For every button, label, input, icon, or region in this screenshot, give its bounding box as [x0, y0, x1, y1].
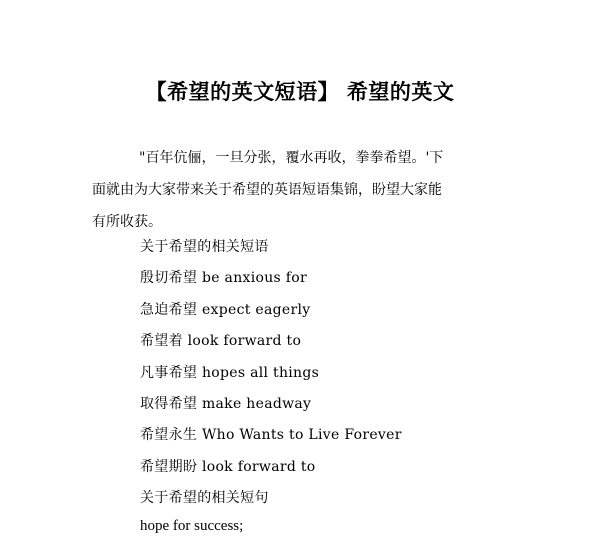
- intro-line: 有所收获。: [92, 214, 162, 230]
- sentence-item: hope for success;: [140, 518, 244, 534]
- phrase-item: 取得希望 make headway: [140, 395, 312, 412]
- section-heading: 关于希望的相关短语: [140, 239, 269, 255]
- phrase-item: 凡事希望 hopes all things: [140, 364, 320, 381]
- intro-line: "百年伉俪，一旦分张，覆水再收，拳拳希望。'下: [139, 150, 444, 166]
- phrase-item: 希望永生 Who Wants to Live Forever: [140, 427, 402, 444]
- phrase-item: 希望着 look forward to: [140, 333, 302, 350]
- section-heading: 关于希望的相关短句: [140, 490, 269, 507]
- phrase-item: 殷切希望 be anxious for: [140, 270, 307, 287]
- phrase-item: 希望期盼 look forward to: [140, 458, 316, 475]
- phrase-list: [140, 232, 402, 515]
- intro-paragraph: [92, 142, 512, 238]
- intro-line: 面就由为大家带来关于希望的英语短语集锦，盼望大家能: [92, 182, 442, 198]
- phrase-item: 急迫希望 expect eagerly: [140, 301, 311, 318]
- page-title: 【希望的英文短语】 希望的英文: [145, 80, 455, 104]
